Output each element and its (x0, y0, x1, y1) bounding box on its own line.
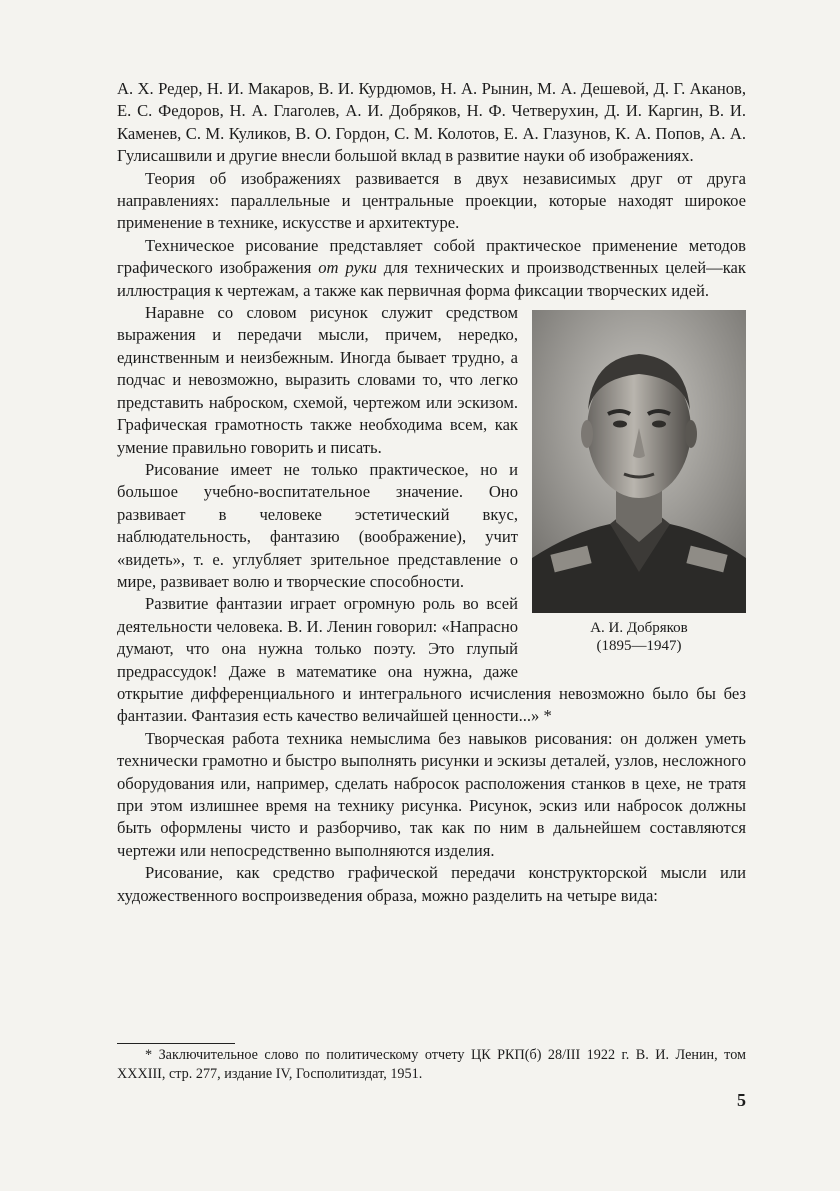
footnote-text: * Заключительное слово по политическому отчету ЦК РКП(б) 28/III 1922 г. В. И. Ленин, том XXXIII, стр. 277, издание IV, Госполитиздат, 1951. (117, 1047, 746, 1082)
page-number: 5 (737, 1090, 746, 1110)
paragraph-technical-drawing-cont: для технических и производственных целей—как иллюстрация к чертежам, а также как первичная форма фиксации творческих идей. (117, 258, 746, 300)
paragraph-technical-drawing-start: Техническое рисование представляет собой практическое применение методов графического изображения (117, 235, 746, 278)
footnote (117, 1046, 746, 1084)
paragraph-drawing-as-language: Наравне со словом рисунок служит средством выражения и передачи мысли, причем, нередко, единственным и неизбежным. Иногда бывает трудно, а подчас и невозможно, выразить словами то, что легко представить наброском, схемой, чертежом или эскизом. Графическая грамотность также необходима всем, как умение правильно говорить и писать. (117, 303, 518, 457)
paragraph-contributors: А. Х. Редер, Н. И. Макаров, В. И. Курдюмов, Н. А. Рынин, М. А. Дешевой, Д. Г. Аканов, Е. С. Федоров, Н. А. Глаголев, А. И. Добряков, Н. Ф. Четверухин, Д. И. Каргин, В. И. Каменев, С. М. Куликов, В. О. Гордон, С. М. Колотов, Е. А. Глазунов, К. А. Попов, А. А. Гулисашвили и другие внесли большой вклад в развитие науки об изображениях. (117, 79, 746, 166)
caption-name: А. И. Добряков (590, 620, 688, 637)
footnote-divider (117, 1043, 235, 1044)
emphasis-freehand: от руки (318, 258, 377, 278)
paragraph-fantasy: Развитие фантазии играет огромную роль во всей деятельности человека. В. И. Ленин говорил: «Напрасно думают, что она нужна только поэту. Это глупый предрассудок! Даже в математике она нужна, даже открытие дифференциального и интегрального исчисления невозможно было бы без фантазии. Фантазия есть качество величайшей ценности...» * (117, 594, 746, 726)
text-column (117, 78, 746, 907)
paragraph-four-kinds: Рисование, как средство графической передачи конструкторской мысли или художественного воспроизведения образа, можно разделить на четыре вида: (117, 863, 746, 905)
paragraph-technician-work: Творческая работа техника немыслима без навыков рисования: он должен уметь технически грамотно и быстро выполнять рисунки и эскизы деталей, узлов, несложного оборудования или, например, сделать набросок расположения станков в цехе, не тратя при этом излишнее время на технику рисунка. Рисунок, эскиз или набросок должны быть оформлены чисто и разборчиво, так как по ним в дальнейшем составляются чертежи или непосредственно выполняются изделия. (117, 728, 746, 860)
paragraph-technical-drawing (117, 235, 746, 302)
paragraph-educational-value: Рисование имеет не только практическое, но и большое учебно-воспитательное значение. Оно развивает в человеке эстетический вкус, наблюдательность, фантазию (воображение), учит «видеть», т. е. углубляет зрительное представление о мире, развивает волю и творческие способности. (117, 459, 518, 591)
portrait-photo (532, 310, 746, 613)
paragraph-theory: Теория об изображениях развивается в двух независимых друг от друга направлениях: параллельные и центральные проекции, которые находят широкое применение в технике, искусстве и архитектуре. (117, 168, 746, 233)
portrait-caption (532, 619, 746, 655)
caption-dates: (1895—1947) (596, 638, 682, 655)
portrait-figure (532, 310, 746, 655)
